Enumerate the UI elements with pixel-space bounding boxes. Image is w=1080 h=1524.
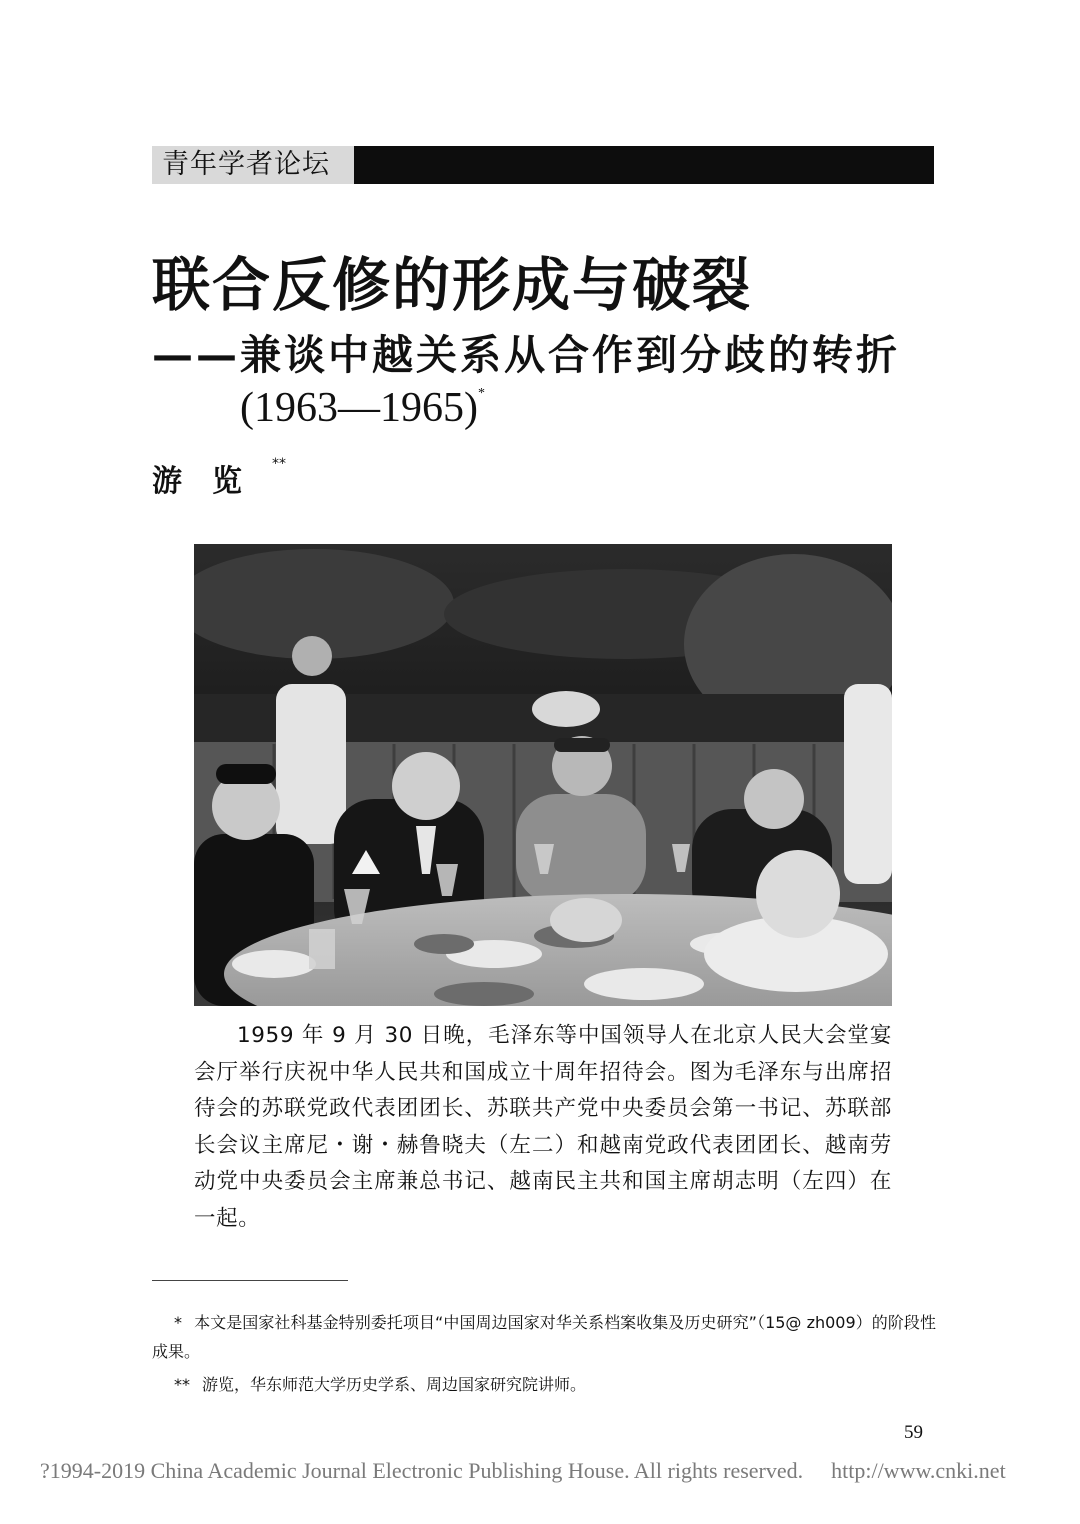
photo-seated-man-4-head xyxy=(744,769,804,829)
author-name: 游览 xyxy=(152,464,272,499)
title-footnote-mark: * xyxy=(477,386,485,401)
footnote-1-mark: * xyxy=(174,1313,182,1332)
photo-waiter-head xyxy=(292,636,332,676)
copyright-text: ?1994-2019 China Academic Journal Electronic Publishing House. All rights reserved. xyxy=(40,1458,804,1483)
historical-photo xyxy=(194,544,892,1006)
author-line xyxy=(152,456,286,500)
article-subtitle: ——兼谈中越关系从合作到分歧的转折 xyxy=(152,331,900,379)
photo-flower-vase xyxy=(532,691,600,727)
article-title: 联合反修的形成与破裂 xyxy=(152,251,753,319)
banquet-photo-illustration xyxy=(194,544,892,1006)
copyright-url: http://www.cnki.net xyxy=(831,1458,1006,1483)
footnote-2-text: 游览，华东师范大学历史学系、周边国家研究院讲师。 xyxy=(202,1375,587,1394)
footnote-1-text: 本文是国家社科基金特别委托项目“中国周边国家对华关系档案收集及历史研究”（15@ zh009）的阶段性成果。 xyxy=(152,1313,936,1361)
copyright-line xyxy=(40,1458,1006,1484)
section-header-bar xyxy=(152,146,934,184)
section-label: 青年学者论坛 xyxy=(152,146,354,184)
footnote-2-mark: ** xyxy=(174,1375,190,1394)
photo-waiter xyxy=(276,684,346,844)
article-years-text: (1963—1965) xyxy=(240,385,478,431)
photo-seated-man-2-head xyxy=(392,752,460,820)
footnote-2 xyxy=(174,1372,586,1395)
article-years xyxy=(240,384,485,432)
footnote-separator xyxy=(152,1280,348,1281)
page-number: 59 xyxy=(904,1422,923,1443)
photo-standing-person-right xyxy=(844,684,892,884)
photo-caption: 1959 年 9 月 30 日晚，毛泽东等中国领导人在北京人民大会堂宴会厅举行庆祝中华人民共和国成立十周年招待会。图为毛泽东与出席招待会的苏联党政代表团团长、苏联共产党中央委员会第一书记、苏联部长会议主席尼・谢・赫鲁晓夫（左二）和越南党政代表团团长、越南劳动党中央委员会主席兼总书记、越南民主共和国主席胡志明（左四）在一起。 xyxy=(194,1023,892,1231)
photo-cake xyxy=(550,898,622,942)
photo-seated-man-1-hair xyxy=(216,764,276,784)
photo-centerpiece-flowers xyxy=(756,850,840,938)
photo-seated-man-3-hair xyxy=(554,738,610,752)
author-footnote-mark: ** xyxy=(272,456,286,472)
footnote-1 xyxy=(152,1308,936,1366)
